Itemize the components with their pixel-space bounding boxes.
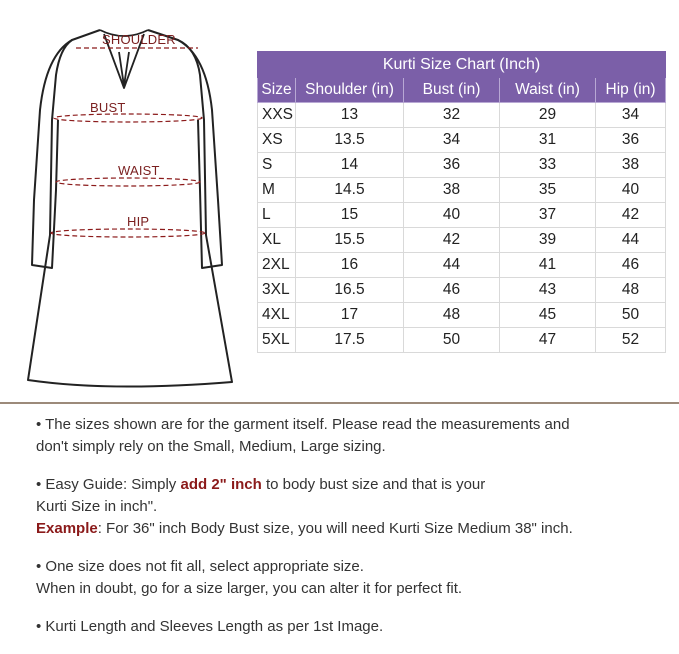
size-cell: S — [258, 153, 296, 178]
hip-cell: 40 — [596, 178, 666, 203]
bust-cell: 44 — [404, 253, 500, 278]
note-text: don't simply rely on the Small, Medium, Large sizing. — [36, 438, 386, 455]
table-row — [258, 128, 666, 153]
shoulder-cell: 13 — [296, 103, 404, 128]
size-cell: 4XL — [258, 303, 296, 328]
note-one-size — [36, 556, 676, 600]
bust-cell: 48 — [404, 303, 500, 328]
shoulder-cell: 14.5 — [296, 178, 404, 203]
note-text: • The sizes shown are for the garment itself. Please read the measurements and — [36, 416, 570, 433]
bust-cell: 38 — [404, 178, 500, 203]
shoulder-cell: 14 — [296, 153, 404, 178]
size-cell: 2XL — [258, 253, 296, 278]
note-text: • One size does not fit all, select appropriate size. — [36, 558, 364, 575]
hip-cell: 42 — [596, 203, 666, 228]
shoulder-label: SHOULDER — [102, 32, 176, 47]
note-easy-guide — [36, 474, 676, 540]
table-row — [258, 253, 666, 278]
hip-cell: 38 — [596, 153, 666, 178]
column-header: Hip (in) — [596, 78, 666, 103]
column-header: Bust (in) — [404, 78, 500, 103]
note-text — [36, 518, 676, 540]
table-row — [258, 228, 666, 253]
note-text: to body bust size and that is your — [261, 476, 486, 493]
bust-cell: 40 — [404, 203, 500, 228]
kurti-diagram — [0, 0, 250, 400]
table-row — [258, 303, 666, 328]
waist-cell: 31 — [500, 128, 596, 153]
size-cell: L — [258, 203, 296, 228]
bust-cell: 46 — [404, 278, 500, 303]
waist-cell: 33 — [500, 153, 596, 178]
waist-cell: 45 — [500, 303, 596, 328]
table-row — [258, 328, 666, 353]
waist-measure-line — [56, 178, 200, 186]
shoulder-cell: 15.5 — [296, 228, 404, 253]
size-cell: XS — [258, 128, 296, 153]
example-label: Example — [36, 520, 98, 537]
hip-cell: 46 — [596, 253, 666, 278]
size-cell: 3XL — [258, 278, 296, 303]
note-text: • Kurti Length and Sleeves Length as per 1st Image. — [36, 618, 384, 635]
hip-cell: 52 — [596, 328, 666, 353]
bust-measure-line — [54, 114, 202, 122]
size-cell: XL — [258, 228, 296, 253]
waist-cell: 41 — [500, 253, 596, 278]
section-divider — [0, 402, 679, 404]
table-row — [258, 278, 666, 303]
hip-cell: 50 — [596, 303, 666, 328]
waist-cell: 43 — [500, 278, 596, 303]
size-cell: M — [258, 178, 296, 203]
shoulder-cell: 15 — [296, 203, 404, 228]
note-garment-size — [36, 414, 676, 458]
shoulder-cell: 17.5 — [296, 328, 404, 353]
hip-cell: 36 — [596, 128, 666, 153]
table-row — [258, 153, 666, 178]
bust-cell: 50 — [404, 328, 500, 353]
column-header: Shoulder (in) — [296, 78, 404, 103]
hip-cell: 34 — [596, 103, 666, 128]
hip-label: HIP — [127, 214, 150, 229]
note-length — [36, 616, 676, 638]
size-cell: 5XL — [258, 328, 296, 353]
waist-label: WAIST — [118, 163, 160, 178]
table-row — [258, 103, 666, 128]
highlight-text: add 2" inch — [180, 476, 262, 493]
column-header: Size — [258, 78, 296, 103]
bust-cell: 42 — [404, 228, 500, 253]
shoulder-cell: 16.5 — [296, 278, 404, 303]
note-text: When in doubt, go for a size larger, you can alter it for perfect fit. — [36, 580, 463, 597]
table-header-row — [258, 78, 666, 103]
shoulder-cell: 17 — [296, 303, 404, 328]
table-title: Kurti Size Chart (Inch) — [258, 52, 666, 78]
size-notes — [36, 414, 676, 654]
bust-cell: 34 — [404, 128, 500, 153]
note-text — [36, 474, 676, 496]
waist-cell: 35 — [500, 178, 596, 203]
waist-cell: 47 — [500, 328, 596, 353]
hip-measure-line — [51, 229, 205, 237]
bust-cell: 36 — [404, 153, 500, 178]
note-text: Kurti Size in inch". — [36, 498, 158, 515]
table-row — [258, 178, 666, 203]
waist-cell: 39 — [500, 228, 596, 253]
size-cell: XXS — [258, 103, 296, 128]
hip-cell: 44 — [596, 228, 666, 253]
column-header: Waist (in) — [500, 78, 596, 103]
shoulder-cell: 13.5 — [296, 128, 404, 153]
waist-cell: 29 — [500, 103, 596, 128]
example-text: : For 36" inch Body Bust size, you will need Kurti Size Medium 38" inch. — [97, 520, 573, 537]
waist-cell: 37 — [500, 203, 596, 228]
bust-cell: 32 — [404, 103, 500, 128]
table-row — [258, 203, 666, 228]
size-chart-table — [257, 51, 666, 353]
shoulder-cell: 16 — [296, 253, 404, 278]
bust-label: BUST — [90, 100, 126, 115]
note-text: • Easy Guide: Simply — [36, 476, 181, 493]
hip-cell: 48 — [596, 278, 666, 303]
